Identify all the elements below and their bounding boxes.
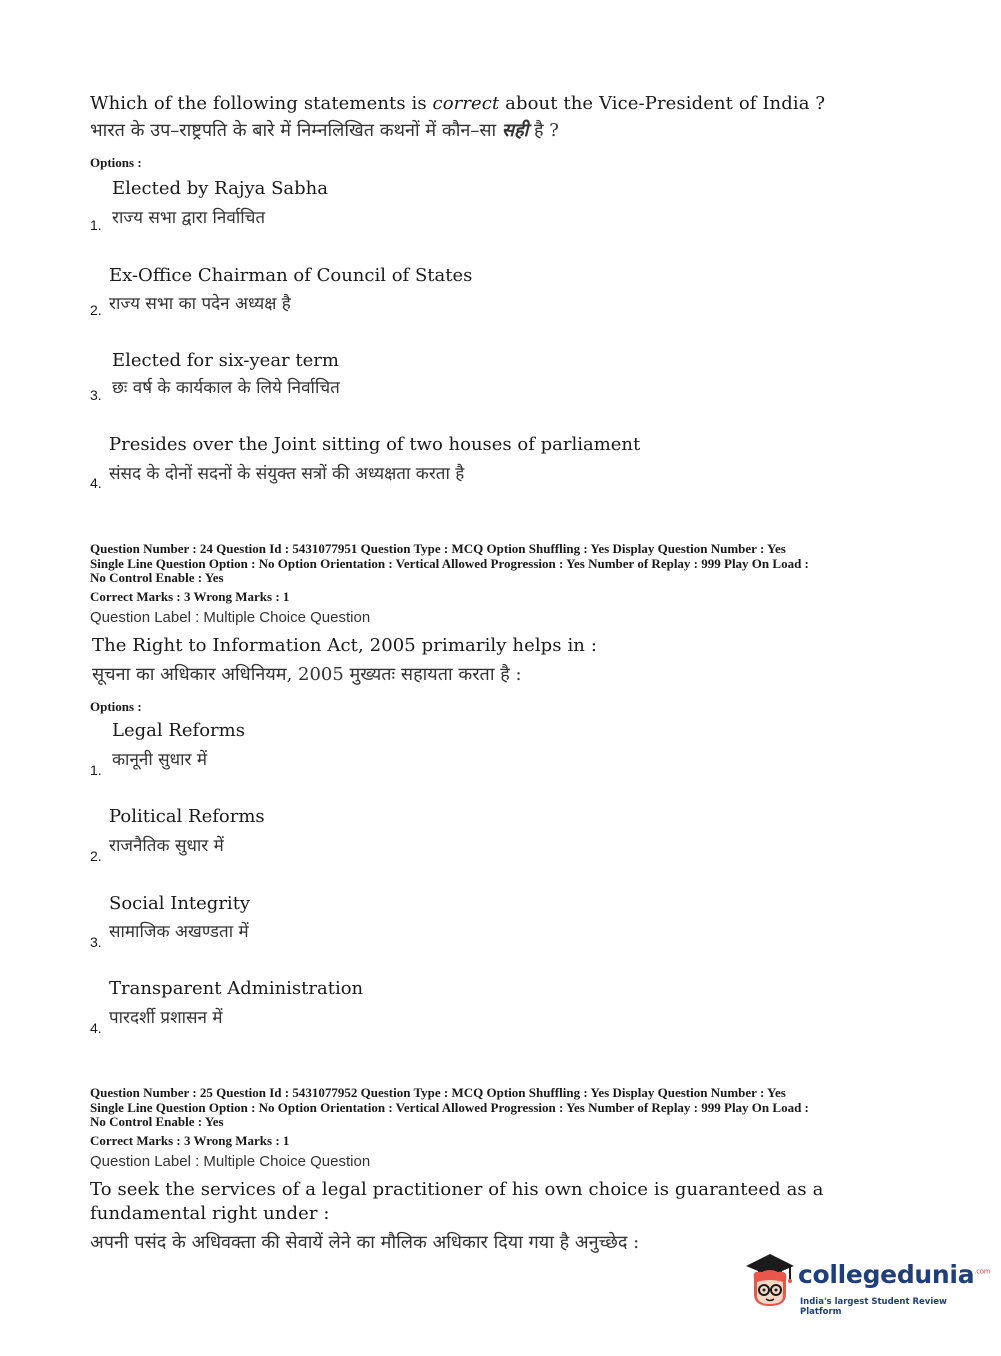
q25-question-en-line1: To seek the services of a legal practitioner of his own choice is guaranteed as a bbox=[90, 1179, 824, 1200]
q23-option-1-number: 1. bbox=[90, 217, 102, 233]
q24-option-4-number: 4. bbox=[90, 1020, 102, 1036]
q24-question-en: The Right to Information Act, 2005 primarily helps in : bbox=[92, 635, 597, 656]
collegedunia-logo bbox=[742, 1250, 991, 1322]
graduate-mascot-icon bbox=[742, 1250, 798, 1312]
q24-marks: Correct Marks : 3 Wrong Marks : 1 bbox=[90, 589, 290, 604]
q23-question-en: Which of the following statements is correct about the Vice-President of India ? bbox=[90, 93, 826, 114]
logo-domain-suffix: .com bbox=[974, 1267, 991, 1276]
q24-option-2-en[interactable]: Political Reforms bbox=[109, 806, 265, 827]
q23-option-1-hi[interactable]: राज्य सभा द्वारा निर्वाचित bbox=[112, 208, 266, 228]
q24-question-label: Question Label : Multiple Choice Question bbox=[90, 609, 371, 626]
q24-option-3-en[interactable]: Social Integrity bbox=[109, 893, 251, 914]
q23-option-3-hi[interactable]: छः वर्ष के कार्यकाल के लिये निर्वाचित bbox=[112, 378, 340, 398]
logo-wordmark: collegedunia$^{.com}$ bbox=[798, 1260, 991, 1289]
q23-options-label: Options : bbox=[90, 155, 142, 170]
q23-option-2-hi[interactable]: राज्य सभा का पदेन अध्यक्ष है bbox=[109, 294, 291, 314]
q23-emphasis-hi: सही bbox=[501, 120, 529, 141]
q24-option-1-hi[interactable]: कानूनी सुधार में bbox=[112, 750, 208, 770]
q25-question-en-line2: fundamental right under : bbox=[90, 1203, 330, 1224]
q23-question-hi: भारत के उप–राष्ट्रपति के बारे में निम्नलिखित कथनों में कौन–सा सही है ? bbox=[90, 120, 559, 141]
q24-option-2-hi[interactable]: राजनैतिक सुधार में bbox=[109, 836, 224, 856]
q24-question-hi: सूचना का अधिकार अधिनियम, 2005 मुख्यतः सहायता करता है : bbox=[92, 664, 522, 685]
q24-option-3-hi[interactable]: सामाजिक अखण्डता में bbox=[109, 922, 249, 942]
q23-option-1-en[interactable]: Elected by Rajya Sabha bbox=[112, 178, 328, 199]
q25-question-label: Question Label : Multiple Choice Question bbox=[90, 1153, 371, 1170]
q23-emphasis-en: correct bbox=[432, 93, 500, 114]
q23-option-2-number: 2. bbox=[90, 302, 102, 318]
q23-option-3-en[interactable]: Elected for six-year term bbox=[112, 350, 339, 371]
q23-option-4-hi[interactable]: संसद के दोनों सदनों के संयुक्त सत्रों की अध्यक्षता करता है bbox=[109, 464, 465, 484]
q24-options-label: Options : bbox=[90, 699, 142, 714]
q23-option-2-en[interactable]: Ex-Office Chairman of Council of States bbox=[109, 265, 473, 286]
q23-option-3-number: 3. bbox=[90, 387, 102, 403]
q24-option-3-number: 3. bbox=[90, 934, 102, 950]
logo-tagline: India's largest Student Review Platform bbox=[800, 1297, 947, 1317]
q24-option-4-en[interactable]: Transparent Administration bbox=[109, 978, 364, 999]
q25-question-hi: अपनी पसंद के अधिवक्ता की सेवायें लेने का मौलिक अधिकार दिया गया है अनुच्छेद : bbox=[90, 1232, 640, 1253]
q25-meta: Question Number : 25 Question Id : 5431077952 Question Type : MCQ Option Shuffling : Yes Display Question Number : Yes Single Line Question Option : No Option Orientation : Vertical Allowed Progression : Yes Number of Replay : 999 Play On Load : No Control Enable : Yes bbox=[90, 1085, 809, 1129]
q24-option-1-number: 1. bbox=[90, 762, 102, 778]
q24-meta: Question Number : 24 Question Id : 5431077951 Question Type : MCQ Option Shuffling : Yes Display Question Number : Yes Single Line Question Option : No Option Orientation : Vertical Allowed Progression : Yes Number of Replay : 999 Play On Load : No Control Enable : Yes bbox=[90, 541, 809, 585]
q25-marks: Correct Marks : 3 Wrong Marks : 1 bbox=[90, 1133, 290, 1148]
q24-option-2-number: 2. bbox=[90, 848, 102, 864]
q23-option-4-en[interactable]: Presides over the Joint sitting of two houses of parliament bbox=[109, 434, 641, 455]
q24-option-1-en[interactable]: Legal Reforms bbox=[112, 720, 245, 741]
q23-option-4-number: 4. bbox=[90, 475, 102, 491]
q24-option-4-hi[interactable]: पारदर्शी प्रशासन में bbox=[109, 1008, 223, 1028]
